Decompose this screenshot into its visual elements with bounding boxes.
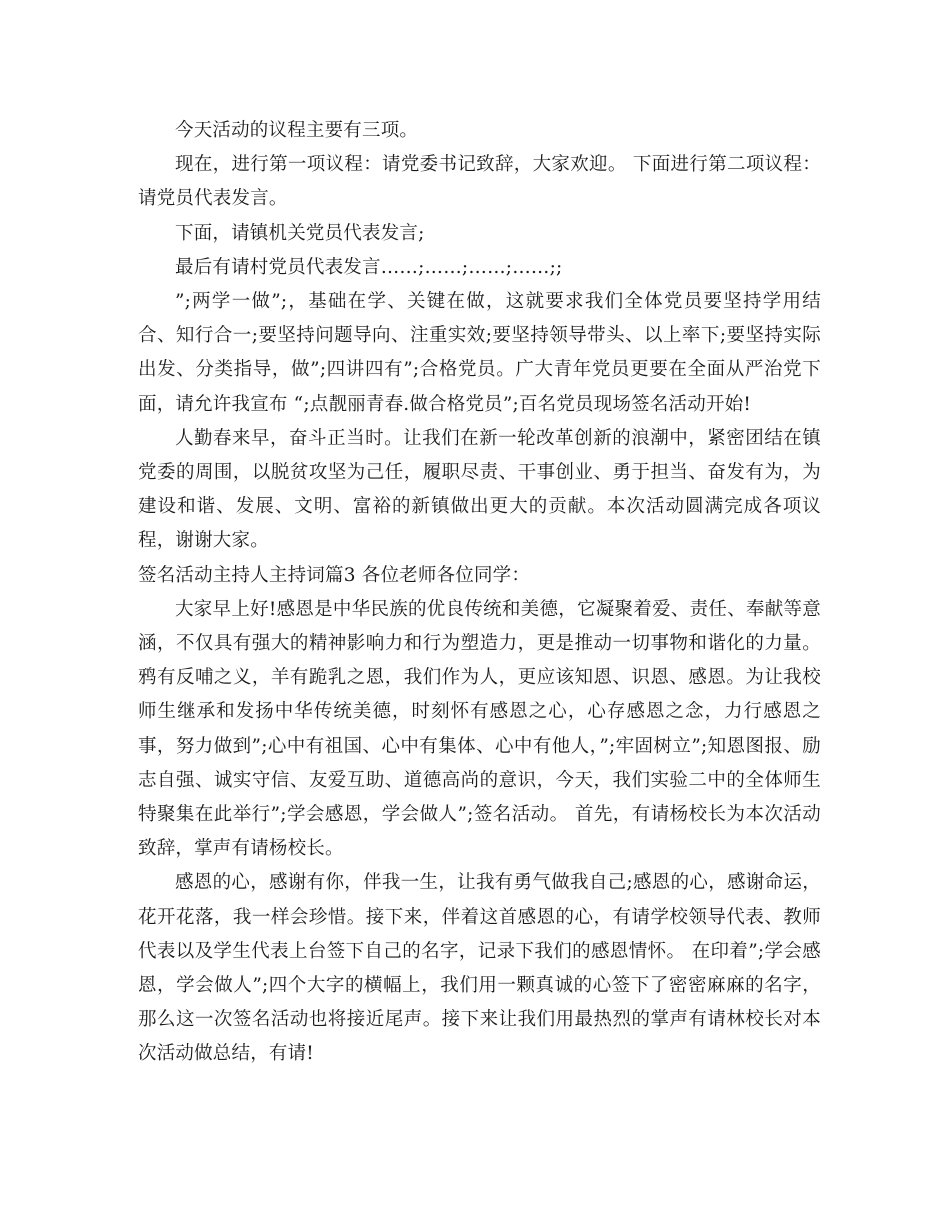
paragraph-two-studies: ”;两学一做”;，基础在学、关键在做，这就要求我们全体党员要坚持学用结合、知行合一;要坚持问题导向、注重实效;要坚持领导带头、以上率下;要坚持实际出发、分类指导，做”;四讲四有”;合格党员。广大青年党员更要在全面从严治党下面，请允许我宣布 “;点靓丽青春.做合格党员”;百名党员现场签名活动开始!	[138, 291, 821, 415]
paragraph-gratitude-signing: 感恩的心，感谢有你，伴我一生，让我有勇气做我自己;感恩的心，感谢命运，花开花落，我一样会珍惜。接下来，伴着这首感恩的心，有请学校领导代表、教师代表以及学生代表上台签下自己的名字，记录下我们的感恩情怀。 在印着”;学会感恩，学会做人”;四个大字的横幅上，我们用一颗真诚的心签下了密密麻麻的名字，那么这一次签名活动也将接近尾声。接下来让我们用最热烈的掌声有请林校长对本次活动做总结，有请!	[138, 872, 821, 1065]
paragraph-closing: 人勤春来早，奋斗正当时。让我们在新一轮改革创新的浪潮中，紧密团结在镇党委的周围，以脱贫攻坚为己任，履职尽责、干事创业、勇于担当、奋发有为，为建设和谐、发展、文明、富裕的新镇做出更大的贡献。本次活动圆满完成各项议程，谢谢大家。	[138, 427, 821, 552]
paragraph-gratitude-intro: 大家早上好!感恩是中华民族的优良传统和美德，它凝聚着爱、责任、奉献等意涵，不仅具有强大的精神影响力和行为塑造力，更是推动一切事物和谐化的力量。鸦有反哺之义，羊有跪乳之恩，我们作为人，更应该知恩、识恩、感恩。为让我校师生继承和发扬中华传统美德，时刻怀有感恩之心，心存感恩之念，力行感恩之事，努力做到”;心中有祖国、心中有集体、心中有他人，”;牢固树立”;知恩图报、励志自强、诚实守信、友爱互助、道德高尚的意识，今天，我们实验二中的全体师生特聚集在此举行”;学会感恩，学会做人”;签名活动。 首先，有请杨校长为本次活动致辞，掌声有请杨校长。	[138, 598, 821, 860]
paragraph-town-speaker: 下面，请镇机关党员代表发言;	[175, 222, 425, 244]
paragraph-village-speaker: 最后有请村党员代表发言……;……;……;……;;	[175, 256, 563, 278]
paragraph-agenda-items: 现在，进行第一项议程：请党委书记致辞，大家欢迎。 下面进行第二项议程：请党员代表发言。	[138, 154, 821, 210]
section-heading-part3: 签名活动主持人主持词篇3 各位老师各位同学：	[138, 564, 531, 586]
document-page	[138, 114, 821, 1072]
paragraph-agenda-intro: 今天活动的议程主要有三项。	[175, 120, 419, 141]
